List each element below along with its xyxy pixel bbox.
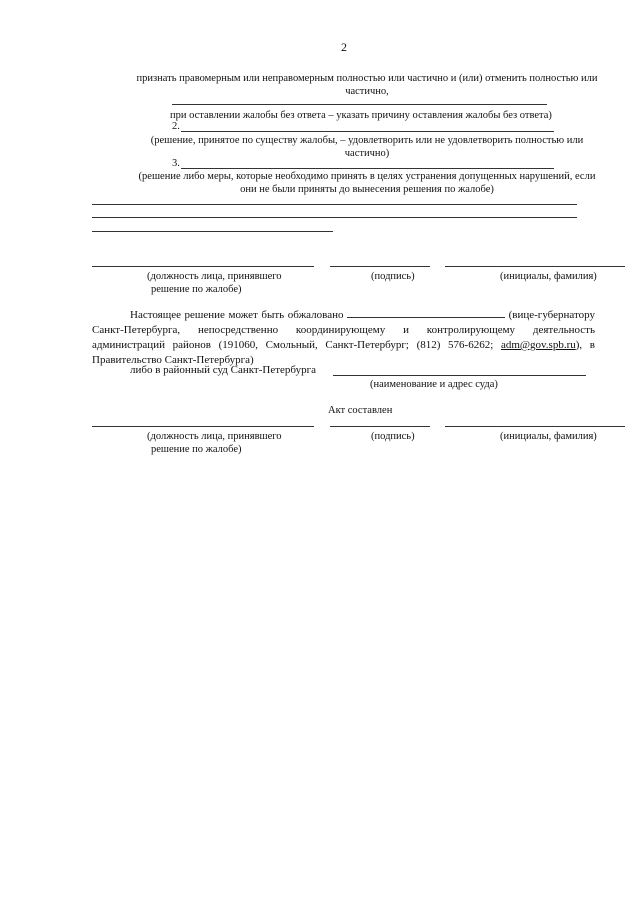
blank-line-3 xyxy=(92,231,333,232)
appeal-blank xyxy=(347,308,505,318)
act-title: Акт составлен xyxy=(328,405,393,416)
sig1-initials-line xyxy=(445,266,625,267)
sig1-position-label-2: решение по жалобе) xyxy=(151,284,242,295)
court-line-text: либо в районный суд Санкт-Петербурга xyxy=(130,364,316,376)
item3-caption: (решение либо меры, которые необходимо принять в целях устранения допущенных нарушений, если они не были приняты до вынесения решения по жалобе) xyxy=(138,171,596,195)
sig1-position-line xyxy=(92,266,314,267)
sig1-signature-line xyxy=(330,266,430,267)
appeal-text-end: ), в Правительство Санкт-Петербурга) xyxy=(92,339,596,366)
sig2-position-line xyxy=(92,426,314,427)
blank-line-1 xyxy=(92,204,577,205)
appeal-email-link[interactable]: adm@gov.spb.ru xyxy=(500,339,576,351)
sig2-initials-line xyxy=(445,426,625,427)
court-caption: (наименование и адрес суда) xyxy=(370,379,498,390)
no-answer-underline xyxy=(172,104,547,105)
no-answer-note: при оставлении жалобы без ответа – указать причину оставления жалобы без ответа) xyxy=(170,110,552,121)
appeal-paragraph xyxy=(92,308,595,368)
appeal-text-before: Настоящее решение может быть обжаловано xyxy=(130,309,344,321)
sig2-signature-label: (подпись) xyxy=(371,431,415,442)
sig2-position-label-1: (должность лица, принявшего xyxy=(147,431,282,442)
item3-underline xyxy=(181,168,554,169)
blank-line-2 xyxy=(92,217,577,218)
court-underline xyxy=(333,375,586,376)
sig1-initials-label: (инициалы, фамилия) xyxy=(500,271,597,282)
option1-text: признать правомерным или неправомерным полностью или частично и (или) отменить полностью или частично, xyxy=(136,73,598,97)
item2-number: 2. xyxy=(172,121,180,132)
sig2-position-label-2: решение по жалобе) xyxy=(151,444,242,455)
sig2-signature-line xyxy=(330,426,430,427)
appeal-text-after: (вице-губернатору Санкт-Петербурга, непосредственно координирующему и контролирующему деятельность администраций районов (191060, Смольный, Санкт-Петербург; (812) 576-6262; xyxy=(92,309,596,351)
sig1-position-label-1: (должность лица, принявшего xyxy=(147,271,282,282)
item3-number: 3. xyxy=(172,158,180,169)
sig2-initials-label: (инициалы, фамилия) xyxy=(500,431,597,442)
item2-underline xyxy=(181,131,554,132)
item2-caption: (решение, принятое по существу жалобы, – удовлетворить или не удовлетворить полностью или частично) xyxy=(150,135,584,159)
sig1-signature-label: (подпись) xyxy=(371,271,415,282)
page-number: 2 xyxy=(341,40,347,54)
